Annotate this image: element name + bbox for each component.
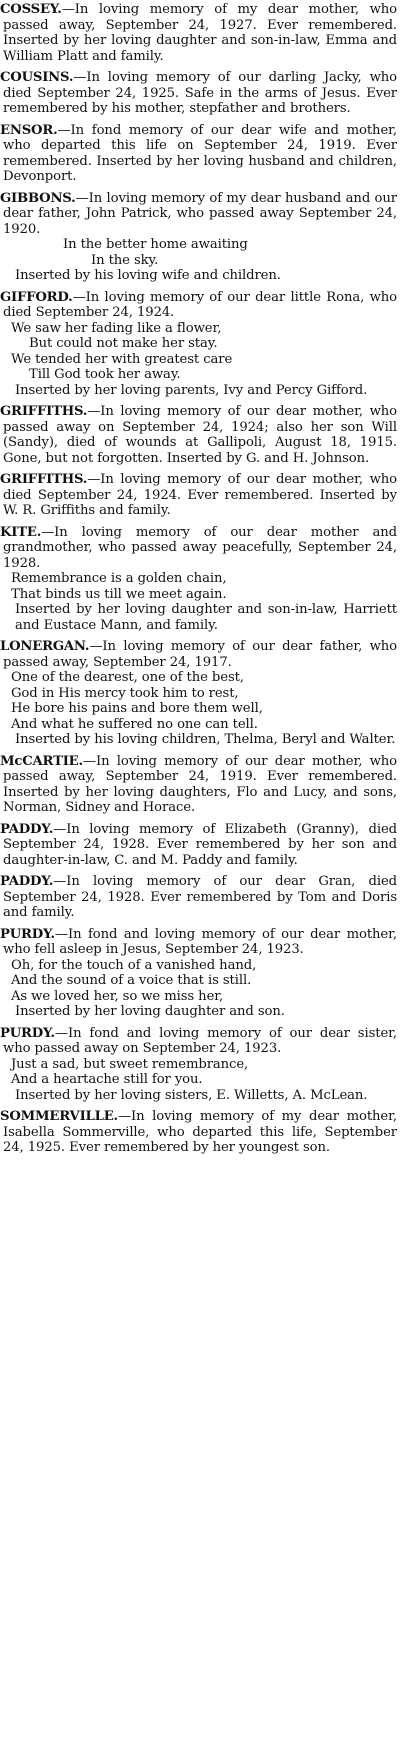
notice-kite <box>0 524 397 634</box>
notice-name: GRIFFITHS. <box>0 404 88 419</box>
verse-line: We tended her with greatest care <box>11 351 233 367</box>
notice-name: McCARTIE. <box>0 753 83 769</box>
notice-verse <box>3 237 397 268</box>
notice-name: PURDY. <box>0 1025 55 1041</box>
verse-line: And a heartache still for you. <box>11 1072 203 1087</box>
notice-name: PURDY. <box>0 926 55 942</box>
notice-body: —In loving memory of our dear little Rona, who died September 24, 1924. <box>3 289 397 320</box>
notice-name: COSSEY. <box>0 2 62 17</box>
verse-line: He bore his pains and bore them well, <box>11 701 263 716</box>
verse-line: God in His mercy took him to rest, <box>11 685 239 701</box>
verse-line: But could not make her stay. <box>29 336 218 351</box>
notice-name: GIBBONS. <box>0 190 76 206</box>
notice-inserted-by: Inserted by his loving wife and children. <box>15 268 281 283</box>
notice-verse <box>3 1057 397 1088</box>
notice-body: —In loving memory of our dear mother, who died September 24, 1924. Ever remembered. Inserted by W. R. Griffiths and family. <box>3 472 397 518</box>
notice-name: PADDY. <box>0 874 54 889</box>
notice-verse <box>3 571 397 602</box>
verse-line: Till God took her away. <box>29 367 181 382</box>
notice-body: —In loving memory of our dear father, who passed away, September 24, 1917. <box>3 639 397 670</box>
verse-line: Oh, for the touch of a vanished hand, <box>11 957 257 973</box>
notice-griffiths-1 <box>0 404 397 466</box>
notice-inserted-by: Inserted by her loving daughter and son-in-law, Harriett and Eustace Mann, and family. <box>15 602 397 633</box>
notice-name: ENSOR. <box>0 122 58 138</box>
notice-sommerville <box>0 1109 397 1156</box>
notice-griffiths-2 <box>0 472 397 519</box>
notice-body: —In fond and loving memory of our dear mother, who fell asleep in Jesus, September 24, 1923. <box>3 926 397 957</box>
verse-line: In the better home awaiting <box>63 237 248 252</box>
verse-line: And the sound of a voice that is still. <box>11 973 252 988</box>
notice-body: —In loving memory of our dear mother, who passed away on September 24, 1924; also her son Will (Sandy), died of wounds at Gallipoli, August 18, 1915. Gone, but not forgotten. Inserted by G. and H. Johnson. <box>3 404 397 466</box>
notice-body: —In fond and loving memory of our dear sister, who passed away on September 24, 1923. <box>3 1025 397 1056</box>
notice-body: —In loving memory of Elizabeth (Granny), died September 24, 1928. Ever remembered by her son and daughter-in-law, C. and M. Paddy and family. <box>3 821 397 868</box>
notice-body: —In loving memory of our dear mother and grandmother, who passed away peacefully, September 24, 1928. <box>3 524 397 571</box>
verse-line: That binds us till we meet again. <box>11 586 227 602</box>
verse-line: As we loved her, so we miss her, <box>11 988 224 1004</box>
notice-body: —In loving memory of my dear mother, Isabella Sommerville, who departed this life, September 24, 1925. Ever remembered by her youngest son. <box>3 1109 397 1155</box>
notice-name: KITE. <box>0 524 42 540</box>
notice-name: COUSINS. <box>0 70 74 85</box>
verse-line: In the sky. <box>91 252 159 268</box>
notice-mccartie <box>0 753 397 816</box>
notice-verse <box>3 958 397 1005</box>
notice-verse <box>3 321 397 383</box>
notice-body: —In loving memory of our dear Gran, died September 24, 1928. Ever remembered by Tom and Doris and family. <box>3 874 397 920</box>
verse-line: Just a sad, but sweet remembrance, <box>11 1056 249 1072</box>
notice-body: —In loving memory of my dear husband and our dear father, John Patrick, who passed away September 24, 1920. <box>3 190 397 237</box>
notice-inserted-by: Inserted by his loving children, Thelma, Beryl and Walter. <box>15 732 396 747</box>
notice-lonergan <box>0 639 397 748</box>
notice-name: LONERGAN. <box>0 639 90 654</box>
notice-inserted-by: Inserted by her loving daughter and son. <box>15 1004 285 1019</box>
notice-body: —In loving memory of my dear mother, who passed away, September 24, 1927. Ever remembered. Inserted by her loving daughter and son-in-law, Emma and William Platt and family. <box>3 2 397 64</box>
notice-name: GIFFORD. <box>0 289 73 305</box>
notice-paddy-2 <box>0 874 397 921</box>
notice-inserted-by: Inserted by her loving parents, Ivy and Percy Gifford. <box>15 382 368 398</box>
notice-body: —In loving memory of our darling Jacky, who died September 24, 1925. Safe in the arms of Jesus. Ever remembered by his mother, stepfather and brothers. <box>3 70 397 116</box>
notice-name: GRIFFITHS. <box>0 472 88 487</box>
notice-cossey <box>0 2 397 64</box>
notice-gibbons <box>0 190 397 284</box>
notice-purdy-1 <box>0 926 397 1020</box>
notice-gifford <box>0 289 397 399</box>
verse-line: And what he suffered no one can tell. <box>11 716 258 732</box>
notice-name: SOMMERVILLE. <box>0 1109 118 1124</box>
notice-paddy-1 <box>0 821 397 869</box>
verse-line: We saw her fading like a flower, <box>11 320 222 336</box>
notice-name: PADDY. <box>0 821 54 837</box>
notice-purdy-2 <box>0 1025 397 1104</box>
verse-line: Remembrance is a golden chain, <box>11 571 227 586</box>
notice-body: —In loving memory of our dear mother, who passed away, September 24, 1919. Ever remembered. Inserted by her loving daughters, Flo and Lucy, and sons, Norman, Sidney and Horace. <box>3 753 397 815</box>
notice-cousins <box>0 70 397 117</box>
notice-ensor <box>0 122 397 185</box>
verse-line: One of the dearest, one of the best, <box>11 670 244 685</box>
notice-body: —In fond memory of our dear wife and mother, who departed this life on September 24, 1919. Ever remembered. Inserted by her loving husband and children, Devonport. <box>3 122 397 184</box>
notice-verse <box>3 670 397 732</box>
notice-inserted-by: Inserted by her loving sisters, E. Willetts, A. McLean. <box>15 1087 368 1103</box>
